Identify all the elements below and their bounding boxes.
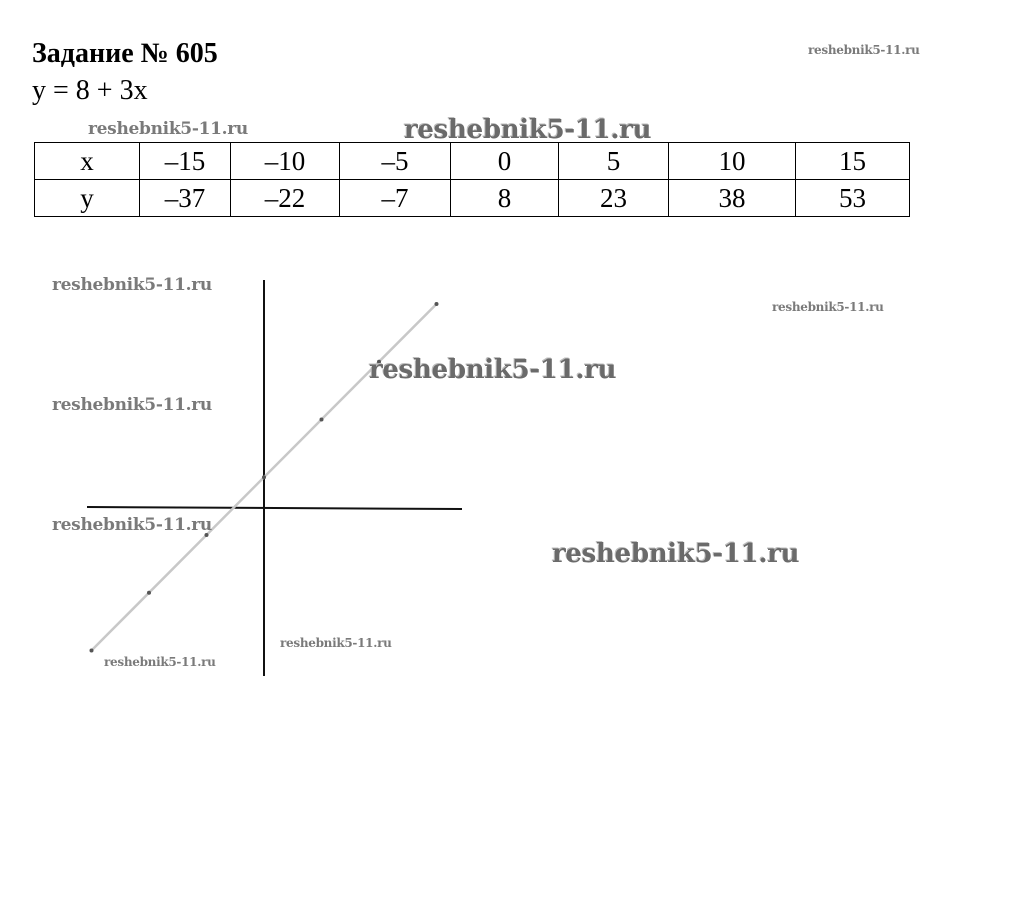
table-cell: 5 (559, 143, 669, 180)
table-cell: –37 (140, 180, 231, 217)
watermark: reshebnik5-11.ru (369, 355, 617, 385)
graph-point (262, 475, 266, 479)
watermark: reshebnik5-11.ru (280, 636, 392, 650)
x-axis (87, 507, 462, 509)
watermark: reshebnik5-11.ru (52, 515, 212, 535)
table-cell: –15 (140, 143, 231, 180)
graph-point (435, 302, 439, 306)
table-cell: 38 (669, 180, 796, 217)
task-title: Задание № 605 (32, 38, 218, 69)
table-cell: 15 (796, 143, 910, 180)
watermark: reshebnik5-11.ru (88, 119, 248, 139)
table-cell: 0 (451, 143, 559, 180)
table-cell: 23 (559, 180, 669, 217)
graph-axes (87, 280, 462, 676)
graph-point (90, 648, 94, 652)
table-cell: 53 (796, 180, 910, 217)
table-cell: –10 (231, 143, 340, 180)
table-cell: –22 (231, 180, 340, 217)
watermark: reshebnik5-11.ru (808, 43, 920, 57)
table-cell: 8 (451, 180, 559, 217)
row-label-y: y (35, 180, 140, 217)
watermark: reshebnik5-11.ru (52, 275, 212, 295)
table-cell: –7 (340, 180, 451, 217)
table-cell: –5 (340, 143, 451, 180)
watermark: reshebnik5-11.ru (552, 539, 800, 569)
table-cell: 10 (669, 143, 796, 180)
task-equation: y = 8 + 3x (32, 75, 148, 106)
watermark: reshebnik5-11.ru (772, 300, 884, 314)
watermark: reshebnik5-11.ru (104, 655, 216, 669)
watermark: reshebnik5-11.ru (404, 115, 652, 145)
graph-point (320, 417, 324, 421)
row-label-x: x (35, 143, 140, 180)
graph-point (147, 591, 151, 595)
watermark: reshebnik5-11.ru (52, 395, 212, 415)
